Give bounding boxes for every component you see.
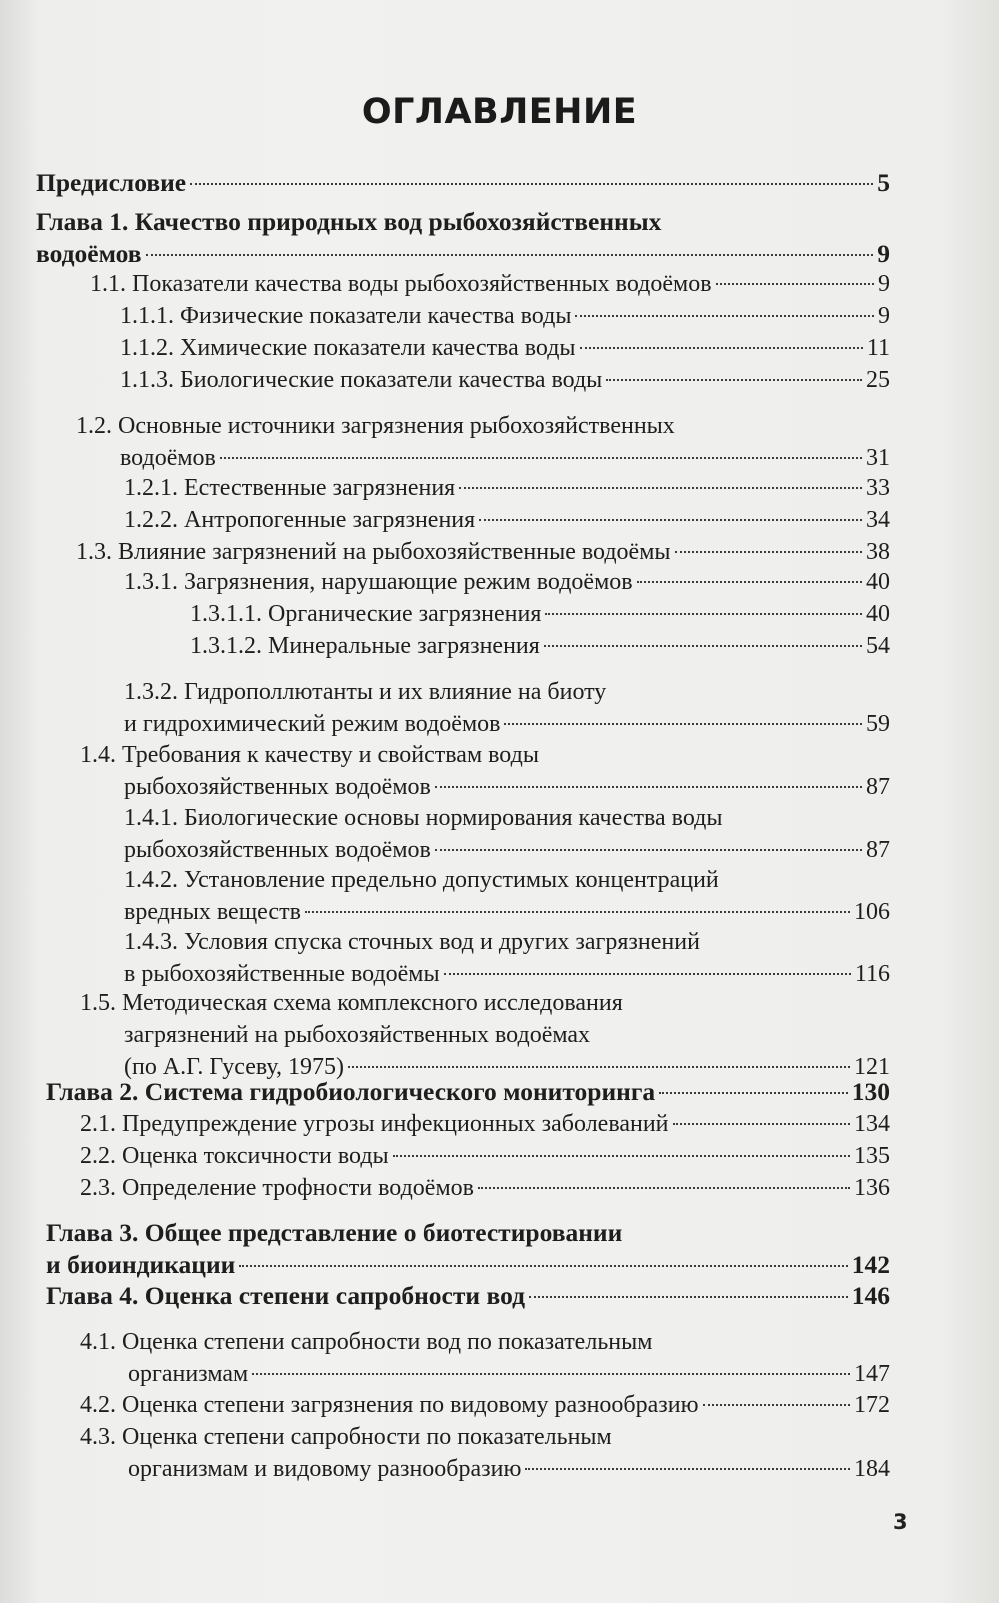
toc-entry-title: 4.2. Оценка степени загрязнения по видовому разнообразию (80, 1392, 699, 1418)
toc-entry-title: 1.3.1.1. Органические загрязнения (190, 601, 542, 627)
toc-entry-title: 1.2.1. Естественные загрязнения (124, 475, 456, 501)
toc-entry (124, 472, 890, 504)
toc-entry (124, 802, 890, 866)
toc-entry-title-line: 1.4.3. Условия спуска сточных вод и других загрязнений (124, 929, 700, 955)
toc-entry-title: рыбохозяйственных водоёмов (124, 837, 431, 863)
toc-entry-title: Глава 2. Система гидробиологического мониторинга (46, 1077, 656, 1106)
toc-entry (120, 364, 890, 396)
toc-entry-title: и биоиндикации (46, 1250, 236, 1279)
toc-entry-page: 9 (878, 271, 890, 297)
dot-leader (435, 786, 862, 788)
toc-entry-title: 1.1.3. Биологические показатели качества воды (120, 367, 603, 393)
toc-entry-title: водоёмов (36, 239, 142, 268)
toc-entry-page: 146 (851, 1281, 890, 1310)
page-number: 3 (893, 1510, 908, 1534)
toc-entry (90, 268, 890, 300)
toc-entry-page: 25 (866, 367, 890, 393)
toc-entry (124, 504, 890, 536)
toc-entry-title: организмам (128, 1361, 249, 1387)
dot-leader (675, 551, 862, 553)
dot-leader (606, 379, 862, 381)
toc-entry-title: 1.2.2. Антропогенные загрязнения (124, 507, 476, 533)
toc-entry (124, 566, 890, 598)
toc-entry-title: вредных веществ (124, 899, 301, 925)
toc-entry-page: 9 (877, 239, 890, 268)
dot-leader (575, 315, 874, 317)
toc-entry-page: 135 (854, 1143, 890, 1169)
dot-leader (580, 347, 863, 349)
toc-entry-title: организмам и видовому разнообразию (128, 1456, 522, 1482)
toc-entry-title-line: 1.4. Требования к качеству и свойствам воды (80, 742, 539, 768)
toc-entry (76, 536, 890, 568)
toc-entry-page: 33 (866, 475, 890, 501)
toc-entry (80, 1326, 890, 1390)
toc-entry-page: 121 (854, 1054, 890, 1080)
toc-entry (80, 1172, 890, 1204)
toc-entry (124, 864, 890, 928)
toc-entry (80, 1389, 890, 1421)
toc-entry (80, 1140, 890, 1172)
toc-entry-title: 1.3. Влияние загрязнений на рыбохозяйственные водоёмы (76, 539, 671, 565)
dot-leader (716, 283, 874, 285)
dot-leader (478, 1187, 850, 1189)
dot-leader (525, 1468, 850, 1470)
dot-leader (444, 973, 851, 975)
toc-entry (36, 167, 890, 199)
toc-entry-title: водоёмов (120, 445, 216, 471)
toc-entry-page: 11 (866, 335, 890, 361)
toc-entry (36, 206, 890, 270)
toc-entry-title: 1.3.1. Загрязнения, нарушающие режим водоёмов (124, 569, 633, 595)
toc-entry (190, 598, 890, 630)
toc-entry-title-line: загрязнений на рыбохозяйственных водоёмах (124, 1022, 591, 1048)
toc-entry-page: 106 (854, 899, 890, 925)
toc-entry-title-line: Глава 1. Качество природных вод рыбохозяйственных (36, 207, 662, 236)
toc-entry-page: 116 (854, 961, 890, 987)
toc-entry (46, 1280, 890, 1312)
dot-leader (673, 1123, 850, 1125)
dot-leader (393, 1155, 850, 1157)
toc-entry (46, 1076, 890, 1108)
toc-entry (120, 300, 890, 332)
page-title: ОГЛАВЛЕНИЕ (361, 92, 638, 132)
dot-leader (545, 613, 862, 615)
toc-entry-title: (по А.Г. Гусеву, 1975) (124, 1054, 344, 1080)
toc-entry-page: 87 (866, 774, 890, 800)
toc-entry-title-line: 4.3. Оценка степени сапробности по показательным (80, 1424, 612, 1450)
toc-entry-title-line: 4.1. Оценка степени сапробности вод по показательным (80, 1329, 653, 1355)
dot-leader (529, 1296, 848, 1298)
toc-entry (80, 739, 890, 803)
dot-leader (348, 1066, 850, 1068)
toc-entry-page: 9 (878, 303, 890, 329)
toc-entry-title: рыбохозяйственных водоёмов (124, 774, 431, 800)
toc-entry (124, 676, 890, 740)
toc-entry-page: 147 (854, 1361, 890, 1387)
toc-entry-page: 130 (851, 1077, 890, 1106)
toc-entry-page: 136 (854, 1175, 890, 1201)
dot-leader (504, 723, 862, 725)
toc-entry-page: 134 (854, 1111, 890, 1137)
toc-entry-title-line: 1.4.2. Установление предельно допустимых концентраций (124, 867, 719, 893)
dot-leader (544, 645, 862, 647)
toc-entry-page: 59 (866, 711, 890, 737)
toc-entry-title: 1.1.2. Химические показатели качества воды (120, 335, 576, 361)
dot-leader (220, 457, 862, 459)
toc-entry-title-line: 1.3.2. Гидрополлютанты и их влияние на биоту (124, 679, 607, 705)
dot-leader (659, 1092, 848, 1094)
toc-entry-title: 2.1. Предупреждение угрозы инфекционных заболеваний (80, 1111, 669, 1137)
toc-entry (80, 1108, 890, 1140)
dot-leader (190, 183, 873, 185)
toc-entry-page: 184 (854, 1456, 890, 1482)
toc-entry-title-line: 1.2. Основные источники загрязнения рыбохозяйственных (76, 413, 675, 439)
toc-entry-title: Глава 4. Оценка степени сапробности вод (46, 1281, 525, 1310)
toc-entry (80, 1421, 890, 1485)
dot-leader (637, 581, 862, 583)
toc-entry-title: и гидрохимический режим водоёмов (124, 711, 501, 737)
toc-entry-page: 5 (877, 168, 890, 197)
toc-entry-page: 54 (866, 633, 890, 659)
toc-entry (46, 1217, 890, 1281)
toc-entry (76, 410, 890, 474)
toc-entry-page: 34 (866, 507, 890, 533)
toc-entry-page: 142 (851, 1250, 890, 1279)
toc-entry-title: 2.2. Оценка токсичности воды (80, 1143, 389, 1169)
toc-entry (120, 332, 890, 364)
toc-entry (124, 926, 890, 990)
toc-entry-page: 31 (866, 445, 890, 471)
dot-leader (239, 1265, 847, 1267)
toc-entry-title: Предисловие (36, 168, 187, 197)
dot-leader (146, 254, 874, 256)
toc-entry-title-line: 1.5. Методическая схема комплексного исследования (80, 990, 623, 1016)
toc-entry-page: 40 (866, 601, 890, 627)
toc-entry-title: 1.3.1.2. Минеральные загрязнения (190, 633, 540, 659)
toc-entry-page: 172 (854, 1392, 890, 1418)
toc-entry-page: 40 (866, 569, 890, 595)
toc-entry (80, 987, 890, 1083)
toc-entry-title: 1.1. Показатели качества воды рыбохозяйственных водоёмов (90, 271, 712, 297)
toc-entry-page: 38 (866, 539, 890, 565)
dot-leader (305, 911, 850, 913)
dot-leader (252, 1373, 850, 1375)
toc-entry-title: в рыбохозяйственные водоёмы (124, 961, 440, 987)
toc-entry-title: 2.3. Определение трофности водоёмов (80, 1175, 474, 1201)
toc-entry-title-line: Глава 3. Общее представление о биотестировании (46, 1218, 623, 1247)
toc-entry-title-line: 1.4.1. Биологические основы нормирования качества воды (124, 805, 723, 831)
toc-entry-page: 87 (866, 837, 890, 863)
toc-entry-title: 1.1.1. Физические показатели качества воды (120, 303, 572, 329)
dot-leader (479, 519, 862, 521)
toc-entry (190, 630, 890, 662)
dot-leader (703, 1404, 850, 1406)
dot-leader (435, 849, 862, 851)
dot-leader (459, 487, 862, 489)
